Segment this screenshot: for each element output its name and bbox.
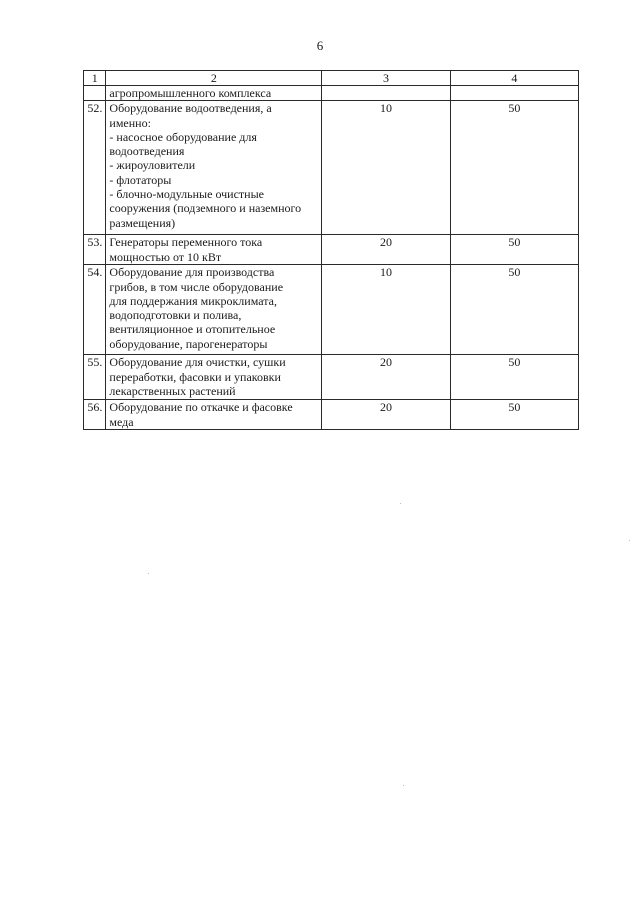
row-number: 56. (84, 400, 106, 430)
row-col4-value: 50 (450, 101, 578, 235)
table-row (84, 355, 579, 400)
row-col4-value: 50 (450, 265, 578, 355)
scan-speck (403, 785, 404, 786)
page-number: 6 (316, 38, 324, 53)
table-row (84, 101, 579, 235)
row-col3-value: 20 (322, 235, 450, 265)
scan-speck (400, 503, 401, 504)
row-description: Оборудование водоотведения, а именно: - насосное оборудование для водоотведения - жироуловители - флотаторы - блочно-модульные очистные сооружения (подземного и наземного размещения) (106, 101, 322, 235)
row-number: 54. (84, 265, 106, 355)
row-col3-value: 10 (322, 101, 450, 235)
continuation-row (84, 86, 579, 101)
header-col-4: 4 (450, 71, 578, 86)
row-col4-value: 50 (450, 355, 578, 400)
row-col4-value: 50 (450, 400, 578, 430)
table-row (84, 265, 579, 355)
row-number: 55. (84, 355, 106, 400)
header-col-1: 1 (84, 71, 106, 86)
row-number: 52. (84, 101, 106, 235)
scan-speck (629, 540, 630, 541)
row-number: 53. (84, 235, 106, 265)
row-col3-value: 20 (322, 355, 450, 400)
equipment-table (83, 70, 579, 430)
table-row (84, 400, 579, 430)
table-header-row (84, 71, 579, 86)
scan-speck (148, 573, 149, 574)
row-col3-value: 20 (322, 400, 450, 430)
row-description: Оборудование для очистки, сушки переработки, фасовки и упаковки лекарственных растений (106, 355, 322, 400)
row-description: Оборудование по откачке и фасовке меда (106, 400, 322, 430)
row-col3-value: 10 (322, 265, 450, 355)
continuation-text: агропромышленного комплекса (106, 86, 322, 101)
table-row (84, 235, 579, 265)
row-description: Генераторы переменного тока мощностью от 10 кВт (106, 235, 322, 265)
row-description: Оборудование для производства грибов, в том числе оборудование для поддержания микроклимата, водоподготовки и полива, вентиляционное и отопительное оборудование, парогенераторы (106, 265, 322, 355)
header-col-3: 3 (322, 71, 450, 86)
header-col-2: 2 (106, 71, 322, 86)
row-col4-value: 50 (450, 235, 578, 265)
